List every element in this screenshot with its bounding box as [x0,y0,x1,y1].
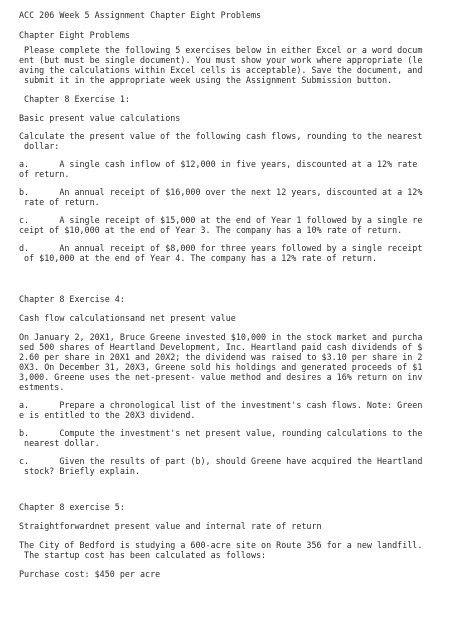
paragraph-line: 2.60 per share in 20X1 and 20X2; the dividend was raised to $3.10 per share in 2 [19,352,423,362]
exercise-heading: Chapter 8 Exercise 4: [19,294,125,304]
list-item-line: e is entitled to the 20X3 dividend. [19,410,196,420]
paragraph-line: aving the calculations within Excel cells is acceptable). Save the document, and [19,65,423,75]
list-item-line: b. An annual receipt of $16,000 over the next 12 years, discounted at a 12% [19,187,423,197]
list-item-line: a. Prepare a chronological list of the investment's cash flows. Note: Green [19,400,423,410]
exercise-heading: Chapter 8 exercise 5: [19,502,125,512]
paragraph-line: Purchase cost: $450 per acre [19,569,161,579]
list-item-line: of $10,000 at the end of Year 4. The company has a 12% rate of return. [19,253,377,263]
paragraph-line: 0X3. On December 31, 20X3, Greene sold his holdings and generated proceeds of $1 [19,362,423,372]
list-item-line: c. A single receipt of $15,000 at the end of Year 1 followed by a single re [19,215,423,225]
paragraph-line: estments. [19,382,65,392]
exercise-subtitle: Basic present value calculations [19,113,181,123]
section-heading: Chapter Eight Problems [19,30,130,40]
exercise-subtitle: Cash flow calculationsand net present value [19,313,236,323]
paragraph-line: The City of Bedford is studying a 600-acre site on Route 356 for a new landfill. [19,540,423,550]
list-item-line: c. Given the results of part (b), should Greene have acquired the Heartland [19,456,423,466]
paragraph-line: The startup cost has been calculated as follows: [19,550,267,560]
paragraph-line: Please complete the following 5 exercises below in either Excel or a word docum [19,45,423,55]
list-item-line: of return. [19,169,70,179]
paragraph-line: sed 500 shares of Heartland Development, Inc. Heartland paid cash dividends of $ [19,342,423,352]
paragraph-line: Calculate the present value of the following cash flows, rounding to the nearest [19,131,423,141]
paragraph-line: submit it in the appropriate week using the Assignment Submission button. [19,75,393,85]
list-item-line: rate of return. [19,197,100,207]
list-item-line: b. Compute the investment's net present value, rounding calculations to the [19,428,423,438]
paragraph-line: 3,000. Greene uses the net-present- value method and desires a 16% return on inv [19,372,423,382]
list-item-line: d. An annual receipt of $8,000 for three years followed by a single receipt [19,243,423,253]
paragraph-line: On January 2, 20X1, Bruce Greene invested $10,000 in the stock market and purcha [19,332,423,342]
exercise-heading: Chapter 8 Exercise 1: [19,94,130,104]
paragraph-line: dollar: [19,141,60,151]
exercise-subtitle: Straightforwardnet present value and internal rate of return [19,521,322,531]
paragraph-line: ent (but must be single document). You must show your work where appropriate (le [19,55,423,65]
list-item-line: ceipt of $10,000 at the end of Year 3. The company has a 10% rate of return. [19,225,403,235]
list-item-line: nearest dollar. [19,438,100,448]
document-title: ACC 206 Week 5 Assignment Chapter Eight Problems [19,10,262,20]
list-item-line: stock? Briefly explain. [19,466,141,476]
list-item-line: a. A single cash inflow of $12,000 in five years, discounted at a 12% rate [19,159,418,169]
